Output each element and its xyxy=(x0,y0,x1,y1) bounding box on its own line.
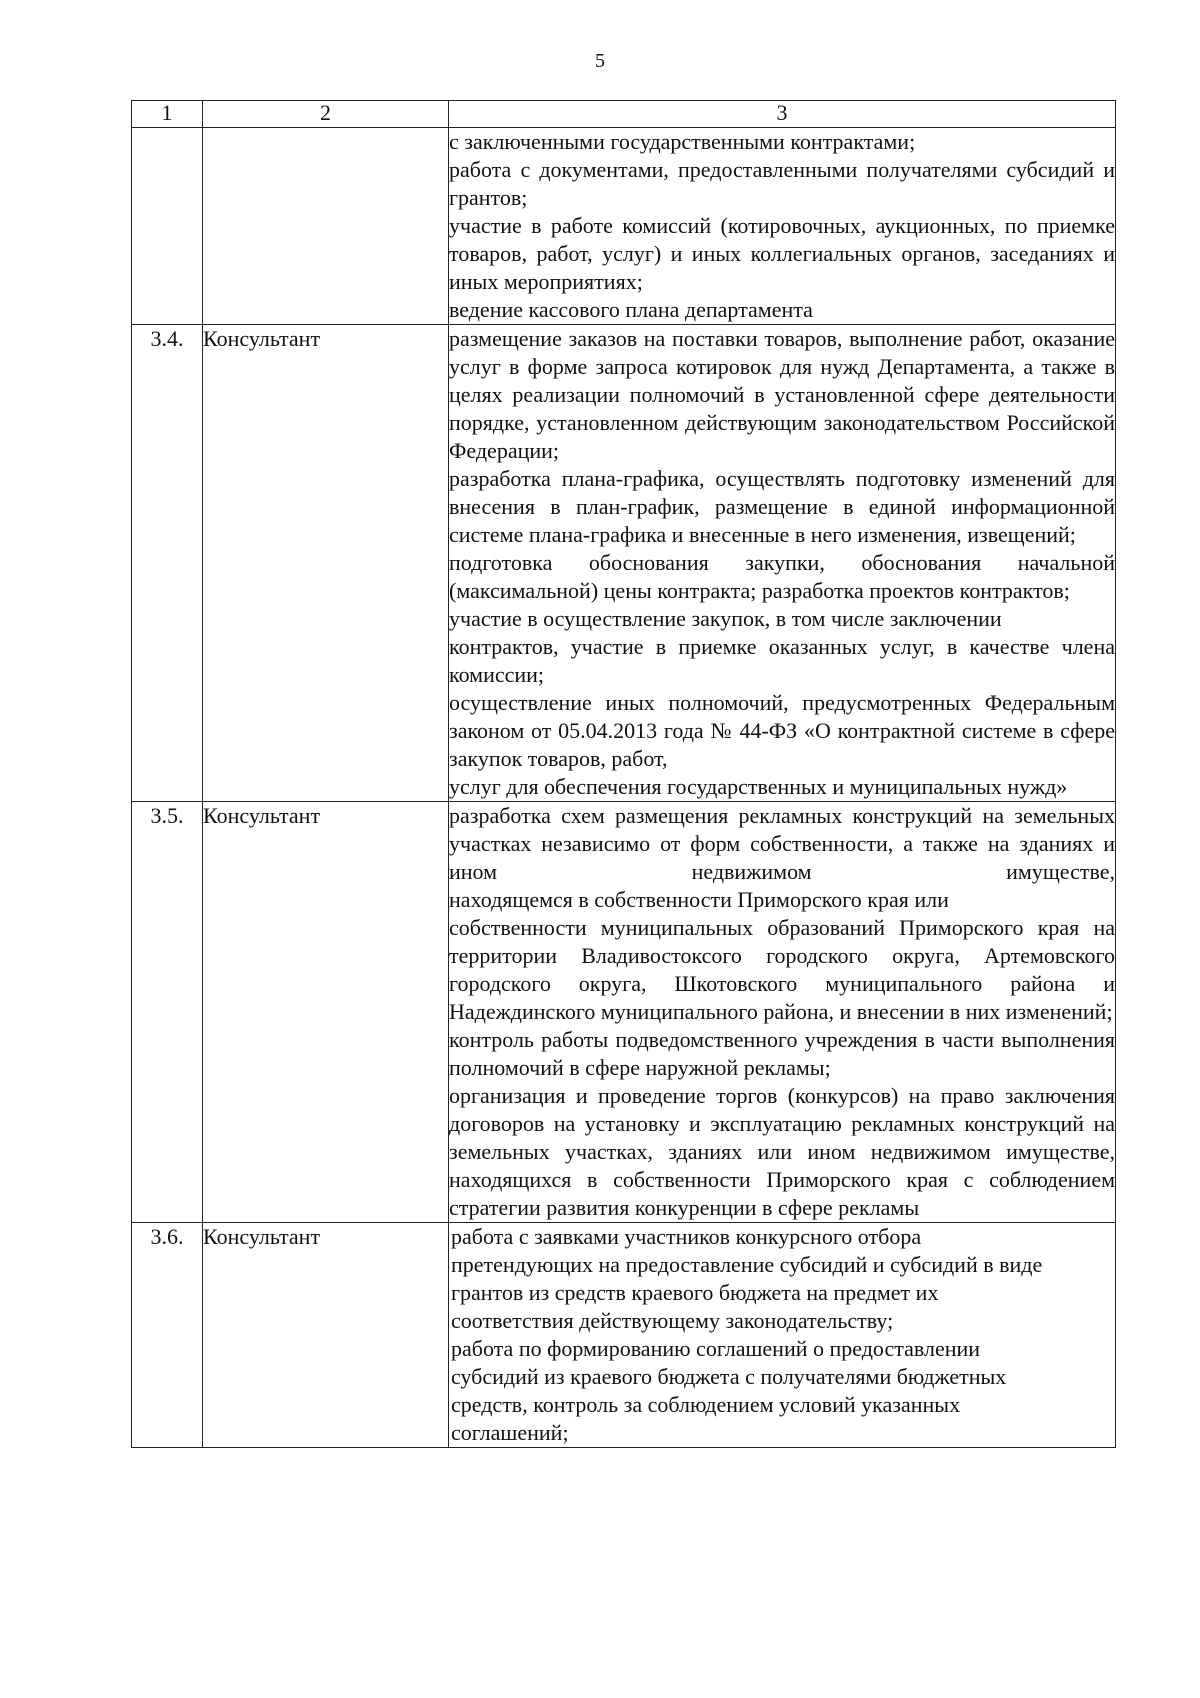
duties-table xyxy=(131,100,1116,1448)
duty-text: работа с заявками участников конкурсного отбора xyxy=(451,1224,922,1249)
duty-text: размещение заказов на поставки товаров, выполнение работ, оказание услуг в форме запроса котировок для нужд Департамента, а также в целях реализации полномочий в установленной сфере деятельности порядке, установленном действующим законодательством Российской Федерации; xyxy=(449,326,1115,463)
position-title: Консультант xyxy=(203,325,449,802)
duty-text: ведение кассового плана департамента xyxy=(449,297,813,322)
table-row xyxy=(132,802,1116,1223)
row-number: 3.4. xyxy=(132,325,203,802)
position-title xyxy=(203,128,449,325)
position-title: Консультант xyxy=(203,1223,449,1448)
table-header-row xyxy=(132,101,1116,128)
duty-text: соглашений; xyxy=(451,1420,569,1445)
header-cell-1: 1 xyxy=(132,101,203,128)
duty-text: субсидий из краевого бюджета с получателями бюджетных xyxy=(451,1364,1007,1389)
duty-text: контроль работы подведомственного учреждения в части выполнения полномочий в сфере наружной рекламы; xyxy=(449,1027,1115,1080)
duty-text: работа с документами, предоставленными получателями субсидий и грантов; xyxy=(449,157,1115,210)
duty-text: работа по формированию соглашений о предоставлении xyxy=(451,1336,981,1361)
table-row xyxy=(132,128,1116,325)
duty-text: контрактов, участие в приемке оказанных услуг, в качестве члена комиссии; xyxy=(449,634,1115,687)
duty-text: грантов из средств краевого бюджета на предмет их xyxy=(451,1280,939,1305)
duty-text: разработка схем размещения рекламных конструкций на земельных участках независимо от форм собственности, а также на зданиях и ином недвижимом имуществе, xyxy=(449,803,1115,884)
table-row xyxy=(132,325,1116,802)
duty-text: претендующих на предоставление субсидий и субсидий в виде xyxy=(451,1252,1043,1277)
duties-cell xyxy=(449,325,1116,802)
duty-text: подготовка обоснования закупки, обоснования начальной (максимальной) цены контракта; разработка проектов контрактов; xyxy=(449,550,1115,603)
header-cell-3: 3 xyxy=(449,101,1116,128)
duty-text: организация и проведение торгов (конкурсов) на право заключения договоров на установку и эксплуатацию рекламных конструкций на земельных участках, зданиях или ином недвижимом имуществе, находящихся в собственности Приморского края с соблюдением стратегии развития конкуренции в сфере рекламы xyxy=(449,1083,1115,1220)
duty-text: участие в работе комиссий (котировочных, аукционных, по приемке товаров, работ, услуг) и иных коллегиальных органов, заседаниях и иных мероприятиях; xyxy=(449,213,1115,294)
table-row xyxy=(132,1223,1116,1448)
duties-cell xyxy=(449,1223,1116,1448)
position-title: Консультант xyxy=(203,802,449,1223)
row-number xyxy=(132,128,203,325)
row-number: 3.6. xyxy=(132,1223,203,1448)
duty-text: осуществление иных полномочий, предусмотренных Федеральным законом от 05.04.2013 года № 44-ФЗ «О контрактной системе в сфере закупок товаров, работ, xyxy=(449,690,1115,771)
duties-cell xyxy=(449,128,1116,325)
duty-text: соответствия действующему законодательству; xyxy=(451,1308,894,1333)
duty-text: собственности муниципальных образований Приморского края на территории Владивостоксого городского округа, Артемовского городского округа, Шкотовского муниципального района и Надеждинского муниципального района, и внесении в них изменений; xyxy=(449,915,1115,1024)
duty-text: участие в осуществление закупок, в том числе заключении xyxy=(449,606,1002,631)
duty-text: с заключенными государственными контрактами; xyxy=(449,129,916,154)
duty-text: средств, контроль за соблюдением условий указанных xyxy=(451,1392,961,1417)
duty-text: услуг для обеспечения государственных и муниципальных нужд» xyxy=(449,774,1068,799)
duty-text: разработка плана-графика, осуществлять подготовку изменений для внесения в план-график, размещение в единой информационной системе плана-графика и внесенные в него изменения, извещений; xyxy=(449,466,1115,547)
row-number: 3.5. xyxy=(132,802,203,1223)
duties-cell xyxy=(449,802,1116,1223)
duty-text: находящемся в собственности Приморского края или xyxy=(449,887,949,912)
header-cell-2: 2 xyxy=(203,101,449,128)
page-number: 5 xyxy=(595,50,605,72)
